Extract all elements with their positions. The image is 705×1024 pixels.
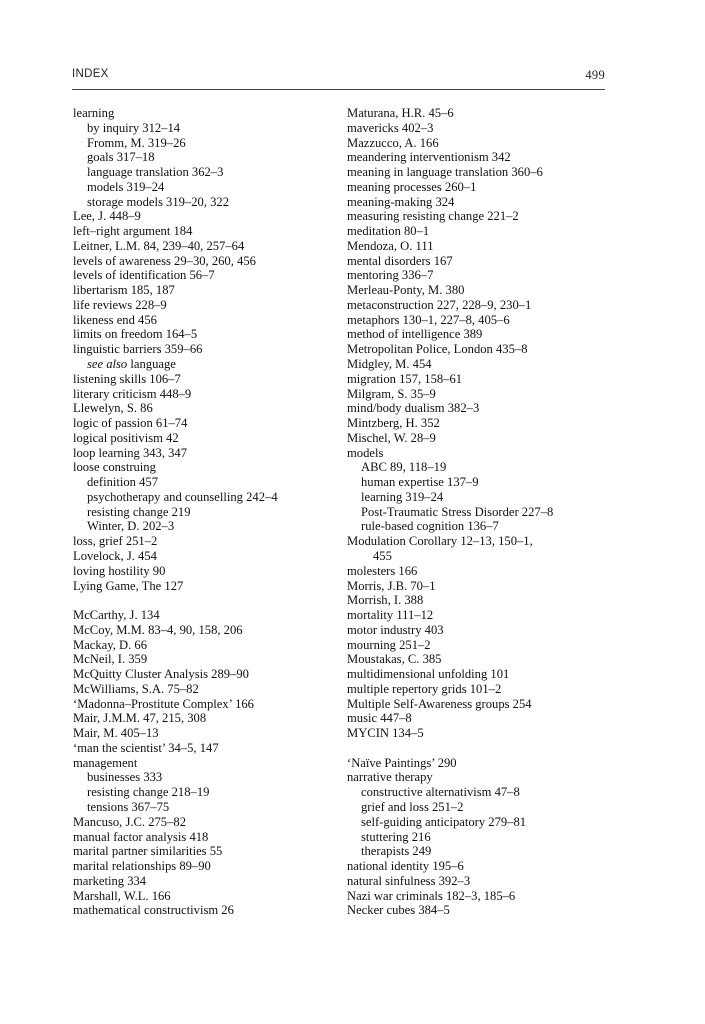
- index-entry-continuation: 455: [373, 548, 392, 563]
- index-entry: McCarthy, J. 134: [73, 608, 160, 623]
- index-entry: Merleau-Ponty, M. 380: [347, 283, 465, 298]
- index-entry: ‘Madonna–Prostitute Complex’ 166: [73, 696, 254, 711]
- index-entry: meaning processes 260–1: [347, 179, 477, 194]
- index-subentry: ABC 89, 118–19: [361, 460, 447, 475]
- index-entry: mourning 251–2: [347, 637, 431, 652]
- index-entry: method of intelligence 389: [347, 327, 483, 342]
- letter-group-spacer: [347, 741, 605, 756]
- index-entry: mavericks 402–3: [347, 120, 434, 135]
- index-entry: Necker cubes 384–5: [347, 903, 450, 918]
- index-entry: music 447–8: [347, 711, 412, 726]
- index-entry: Mackay, D. 66: [73, 637, 148, 652]
- index-subentry: resisting change 219: [87, 504, 191, 519]
- index-entry: mathematical constructivism 26: [73, 903, 234, 918]
- index-entry: Mancuso, J.C. 275–82: [73, 814, 186, 829]
- index-column-left: [73, 106, 343, 918]
- index-entry: marketing 334: [73, 873, 147, 888]
- index-entry: Marshall, W.L. 166: [73, 888, 171, 903]
- index-entry: ‘Naïve Paintings’ 290: [347, 755, 457, 770]
- index-entry: Lovelock, J. 454: [73, 548, 157, 563]
- index-subentry: definition 457: [87, 475, 159, 490]
- index-entry: linguistic barriers 359–66: [73, 342, 203, 357]
- index-entry: mentoring 336–7: [347, 268, 434, 283]
- index-entry: meaning in language translation 360–6: [347, 165, 543, 180]
- index-subentry: Post-Traumatic Stress Disorder 227–8: [361, 504, 554, 519]
- letter-group-spacer: [73, 593, 343, 608]
- index-entry: left–right argument 184: [73, 224, 193, 239]
- index-subentry: rule-based cognition 136–7: [361, 519, 499, 534]
- index-subentry: stuttering 216: [361, 829, 431, 844]
- index-entry: mortality 111–12: [347, 608, 434, 623]
- index-subentry: storage models 319–20, 322: [87, 194, 230, 209]
- index-entry: logic of passion 61–74: [73, 416, 188, 431]
- index-entry: measuring resisting change 221–2: [347, 209, 519, 224]
- index-entry: multidimensional unfolding 101: [347, 667, 510, 682]
- index-entry: Mischel, W. 28–9: [347, 430, 436, 445]
- index-entry: likeness end 456: [73, 312, 157, 327]
- index-entry: listening skills 106–7: [73, 371, 181, 386]
- index-entry: Leitner, L.M. 84, 239–40, 257–64: [73, 238, 245, 253]
- index-entry: levels of awareness 29–30, 260, 456: [73, 253, 256, 268]
- index-entry: Mintzberg, H. 352: [347, 416, 440, 431]
- index-entry: Moustakas, C. 385: [347, 652, 442, 667]
- index-subentry: psychotherapy and counselling 242–4: [87, 489, 278, 504]
- index-entry: Multiple Self-Awareness groups 254: [347, 696, 532, 711]
- index-entry: life reviews 228–9: [73, 297, 167, 312]
- index-entry: libertarism 185, 187: [73, 283, 175, 298]
- index-entry: loop learning 343, 347: [73, 445, 188, 460]
- index-subentry: tensions 367–75: [87, 799, 170, 814]
- page-number: 499: [585, 68, 605, 82]
- index-entry: marital partner similarities 55: [73, 844, 223, 859]
- index-entry: learning: [73, 106, 115, 120]
- index-entry: migration 157, 158–61: [347, 371, 463, 386]
- index-entry: narrative therapy: [347, 770, 433, 785]
- index-entry: levels of identification 56–7: [73, 268, 215, 283]
- index-entry: meaning-making 324: [347, 194, 455, 209]
- index-entry: Lying Game, The 127: [73, 578, 184, 593]
- index-entry: logical positivism 42: [73, 430, 179, 445]
- index-entry: Morrish, I. 388: [347, 593, 424, 608]
- index-subentry: models 319–24: [87, 179, 165, 194]
- index-entry: Mendoza, O. 111: [347, 238, 434, 253]
- index-subentry: businesses 333: [87, 770, 163, 785]
- index-subentry: therapists 249: [361, 844, 432, 859]
- index-entry: management: [73, 755, 138, 770]
- index-entry: mental disorders 167: [347, 253, 453, 268]
- index-entry: loving hostility 90: [73, 563, 166, 578]
- index-subentry: goals 317–18: [87, 150, 155, 165]
- index-entry: literary criticism 448–9: [73, 386, 192, 401]
- see-also-label: see also: [87, 357, 128, 372]
- index-entry: limits on freedom 164–5: [73, 327, 198, 342]
- index-entry: Lee, J. 448–9: [73, 209, 141, 224]
- index-entry: molesters 166: [347, 563, 418, 578]
- index-entry: loose construing: [73, 460, 156, 475]
- index-entry: manual factor analysis 418: [73, 829, 209, 844]
- index-entry: Maturana, H.R. 45–6: [347, 106, 454, 120]
- index-entry: national identity 195–6: [347, 859, 464, 874]
- index-subentry: human expertise 137–9: [361, 475, 479, 490]
- index-subentry: Fromm, M. 319–26: [87, 135, 186, 150]
- index-entry: Nazi war criminals 182–3, 185–6: [347, 888, 516, 903]
- index-entry: mind/body dualism 382–3: [347, 401, 480, 416]
- index-entry: Modulation Corollary 12–13, 150–1,: [347, 534, 533, 549]
- index-subentry: constructive alternativism 47–8: [361, 785, 520, 800]
- index-entry: Morris, J.B. 70–1: [347, 578, 436, 593]
- index-subentry: resisting change 218–19: [87, 785, 210, 800]
- index-entry: motor industry 403: [347, 622, 444, 637]
- index-subentry: Winter, D. 202–3: [87, 519, 175, 534]
- index-entry: Metropolitan Police, London 435–8: [347, 342, 528, 357]
- index-entry: Llewelyn, S. 86: [73, 401, 153, 416]
- header-rule: [72, 89, 605, 90]
- index-entry: Mazzucco, A. 166: [347, 135, 439, 150]
- index-entry: McQuitty Cluster Analysis 289–90: [73, 667, 249, 682]
- index-entry: Milgram, S. 35–9: [347, 386, 436, 401]
- index-entry: loss, grief 251–2: [73, 534, 158, 549]
- index-entry: meandering interventionism 342: [347, 150, 511, 165]
- index-entry: natural sinfulness 392–3: [347, 873, 471, 888]
- index-subentry: [73, 357, 343, 372]
- index-entry: meditation 80–1: [347, 224, 430, 239]
- index-entry: McCoy, M.M. 83–4, 90, 158, 206: [73, 622, 243, 637]
- index-column-right: [347, 106, 605, 918]
- running-head-title: INDEX: [72, 68, 109, 80]
- index-entry: McNeil, I. 359: [73, 652, 148, 667]
- index-entry: McWilliams, S.A. 75–82: [73, 681, 199, 696]
- index-entry: MYCIN 134–5: [347, 726, 424, 741]
- index-entry: models: [347, 445, 384, 460]
- index-entry: marital relationships 89–90: [73, 859, 211, 874]
- index-subentry: self-guiding anticipatory 279–81: [361, 814, 527, 829]
- index-entry: metaconstruction 227, 228–9, 230–1: [347, 297, 532, 312]
- index-subentry: grief and loss 251–2: [361, 799, 464, 814]
- index-entry: multiple repertory grids 101–2: [347, 681, 502, 696]
- index-entry-text: language: [127, 357, 176, 372]
- index-entry: Mair, M. 405–13: [73, 726, 159, 741]
- index-subentry: learning 319–24: [361, 489, 444, 504]
- index-entry: Mair, J.M.M. 47, 215, 308: [73, 711, 207, 726]
- running-header: [72, 68, 605, 86]
- index-subentry: language translation 362–3: [87, 165, 224, 180]
- index-subentry: by inquiry 312–14: [87, 120, 181, 135]
- index-entry: metaphors 130–1, 227–8, 405–6: [347, 312, 510, 327]
- index-entry: ‘man the scientist’ 34–5, 147: [73, 740, 219, 755]
- index-entry: Midgley, M. 454: [347, 357, 432, 372]
